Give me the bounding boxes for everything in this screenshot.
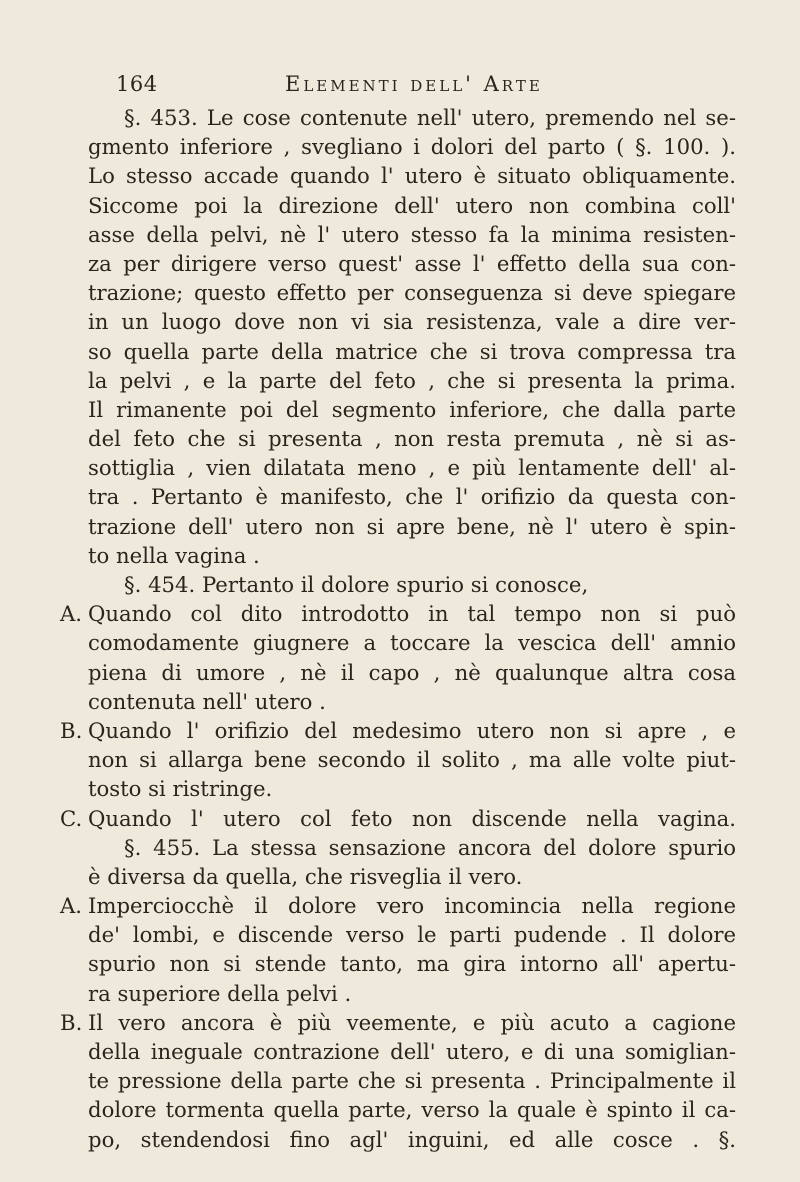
line-text: comodamente giugnere a toccare la vescica dell' amnio <box>88 630 736 656</box>
line-text: Quando l' utero col feto non discende nella vagina. <box>88 805 736 831</box>
text-line <box>60 1066 736 1095</box>
line-text: po, stendendosi fino agl' inguini, ed alle cosce . §. <box>88 1126 736 1152</box>
paragraph-marker: A. <box>60 893 83 919</box>
text-line <box>60 366 736 395</box>
text-line <box>60 891 736 920</box>
page-header <box>80 72 740 102</box>
text-line <box>60 658 736 687</box>
line-text: della ineguale contrazione dell' utero, e di una somiglian- <box>88 1039 736 1064</box>
text-line <box>60 453 736 482</box>
text-line <box>60 337 736 366</box>
text-line <box>60 862 736 891</box>
line-text: de' lombi, e discende verso le parti pudende . Il dolore <box>88 922 736 948</box>
line-text: asse della pelvi, nè l' utero stesso fa la minima resisten- <box>88 221 736 247</box>
text-line <box>60 307 736 336</box>
text-line <box>60 278 736 307</box>
text-line <box>60 745 736 774</box>
text-line <box>60 424 736 453</box>
line-text: te pressione della parte che si presenta . Principalmente il <box>88 1068 736 1094</box>
line-text: tosto si ristringe. <box>88 776 273 802</box>
text-line <box>60 191 736 220</box>
page-number: 164 <box>116 72 158 96</box>
text-line <box>60 716 736 745</box>
line-text: ra superiore della pelvi . <box>88 980 352 1006</box>
text-line <box>60 920 736 949</box>
text-line <box>60 482 736 511</box>
line-text: del feto che si presenta , non resta premuta , nè si as- <box>88 426 736 452</box>
paragraph-marker: B. <box>60 1009 83 1035</box>
line-text: è diversa da quella, che risveglia il vero. <box>88 863 523 889</box>
line-text: Imperciocchè il dolore vero incomincia nella regione <box>88 893 736 919</box>
text-line <box>60 1037 736 1066</box>
line-text: piena di umore , nè il capo , nè qualunque altra cosa <box>88 659 736 685</box>
text-line <box>60 220 736 249</box>
line-text: Quando l' orifizio del medesimo utero non si apre , e <box>88 717 736 743</box>
line-text: tra . Pertanto è manifesto, che l' orifizio da questa con- <box>88 484 736 510</box>
line-text: Il rimanente poi del segmento inferiore, che dalla parte <box>88 396 736 422</box>
line-text: dolore tormenta quella parte, verso la quale è spinto il ca- <box>88 1097 736 1123</box>
line-text: za per dirigere verso quest' asse l' effetto della sua con- <box>88 250 736 276</box>
paragraph-marker: B. <box>60 717 83 743</box>
text-line <box>60 949 736 978</box>
text-line <box>60 628 736 657</box>
line-text: trazione dell' utero non si apre bene, nè l' utero è spin- <box>88 513 736 539</box>
line-text: contenuta nell' utero . <box>88 688 326 714</box>
text-line <box>60 1095 736 1124</box>
running-title: Elementi dell' Arte <box>285 72 543 96</box>
line-text: Lo stesso accade quando l' utero è situato obliquamente. <box>88 163 736 189</box>
text-line <box>60 687 736 716</box>
line-text: trazione; questo effetto per conseguenza si deve spiegare <box>88 280 736 306</box>
line-text: la pelvi , e la parte del feto , che si presenta la prima. <box>88 367 736 393</box>
text-line <box>60 103 736 132</box>
text-line <box>60 804 736 833</box>
text-line <box>60 249 736 278</box>
line-text: §. 454. Pertanto il dolore spurio si conosce, <box>124 572 589 597</box>
text-line <box>60 599 736 628</box>
text-line <box>60 570 736 599</box>
line-text: §. 453. Le cose contenute nell' utero, premendo nel se- <box>124 105 736 130</box>
line-text: to nella vagina . <box>88 542 260 568</box>
paragraph-marker: C. <box>60 805 83 831</box>
line-text: Quando col dito introdotto in tal tempo non si può <box>88 601 736 627</box>
text-line <box>60 395 736 424</box>
text-line <box>60 833 736 862</box>
text-line <box>60 979 736 1008</box>
line-text: non si allarga bene secondo il solito , ma alle volte piut- <box>88 747 736 773</box>
line-text: spurio non si stende tanto, ma gira intorno all' apertu- <box>88 951 736 977</box>
text-line <box>60 1008 736 1037</box>
text-line <box>60 541 736 570</box>
paragraph-marker: A. <box>60 601 83 627</box>
line-text: §. 455. La stessa sensazione ancora del dolore spurio <box>124 834 736 860</box>
line-text: so quella parte della matrice che si trova compressa tra <box>88 338 736 364</box>
line-text: Il vero ancora è più veemente, e più acuto a cagione <box>88 1009 736 1035</box>
line-text: Siccome poi la direzione dell' utero non combina coll' <box>88 192 736 218</box>
line-text: gmento inferiore , svegliano i dolori del parto ( §. 100. ). <box>88 134 736 160</box>
text-line <box>60 132 736 161</box>
text-line <box>60 774 736 803</box>
text-line <box>60 512 736 541</box>
line-text: sottiglia , vien dilatata meno , e più lentamente dell' al- <box>88 455 736 481</box>
line-text: in un luogo dove non vi sia resistenza, vale a dire ver- <box>88 309 736 335</box>
body-text <box>60 103 736 1154</box>
text-line <box>60 1125 736 1154</box>
text-line <box>60 161 736 190</box>
